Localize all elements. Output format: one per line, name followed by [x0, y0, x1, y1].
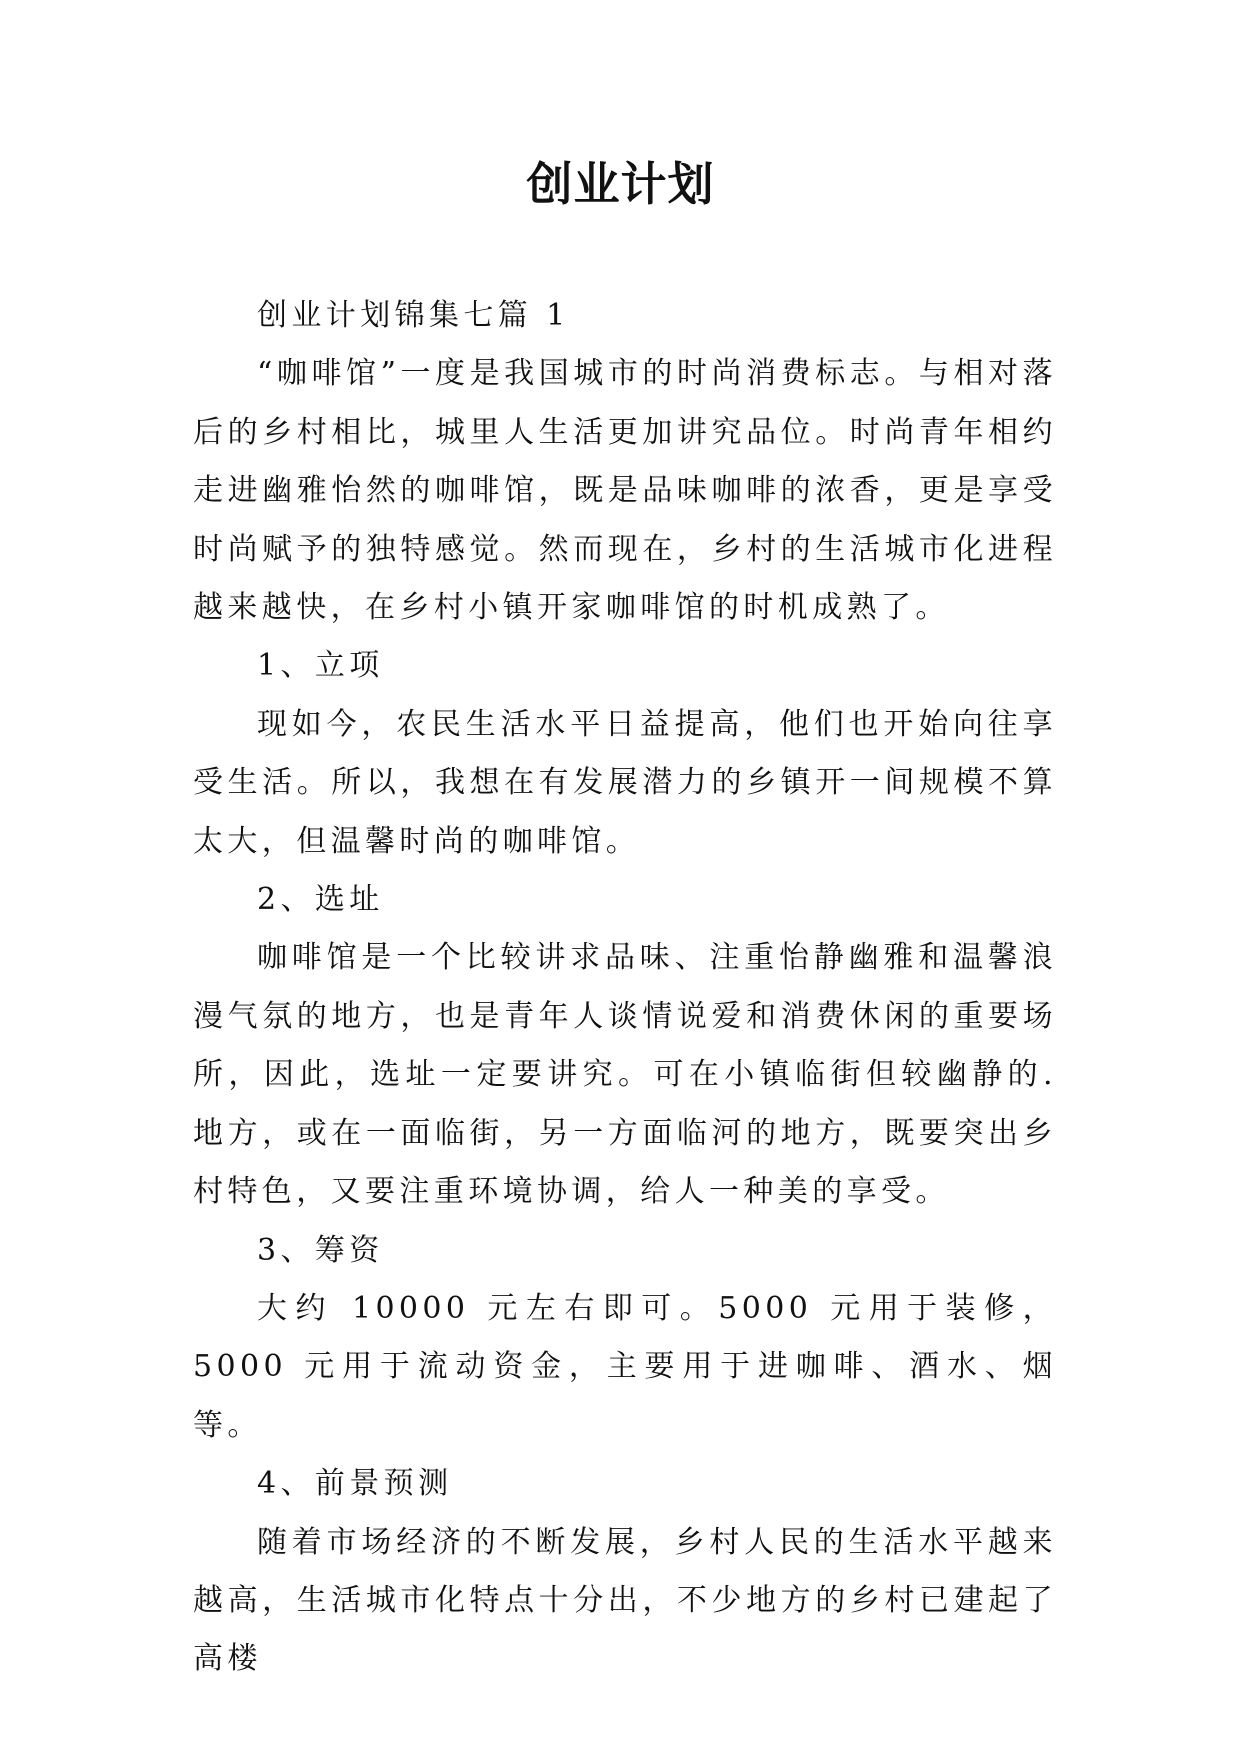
document-title: 创业计划 [526, 157, 715, 211]
heading-outlook: 4、前景预测 [257, 1466, 453, 1502]
section-heading: 创业计划锦集七篇 1 [257, 298, 570, 333]
heading-site-selection: 2、选址 [257, 882, 384, 918]
paragraph-site-selection: 咖啡馆是一个比较讲求品味、注重怡静幽雅和温馨浪漫气氛的地方，也是青年人谈情说爱和消费休闲的重要场所，因此，选址一定要讲究。可在小镇临街但较幽静的.地方，或在一面临街，另一方面临河的地方，既要突出乡村特色，又要注重环境协调，给人一种美的享受。 [193, 940, 1057, 1210]
paragraph-fundraising: 大约 10000 元左右即可。5000 元用于装修，5000 元用于流动资金，主要用于进咖啡、酒水、烟等。 [193, 1290, 1057, 1443]
heading-fundraising: 3、筹资 [257, 1232, 384, 1268]
paragraph-intro: “咖啡馆”一度是我国城市的时尚消费标志。与相对落后的乡村相比，城里人生活更加讲究品位。时尚青年相约走进幽雅怡然的咖啡馆，既是品味咖啡的浓香，更是享受时尚赋予的独特感觉。然而现在，乡村的生活城市化进程越来越快，在乡村小镇开家咖啡馆的时机成熟了。 [193, 356, 1057, 626]
paragraph-project-approval: 现如今，农民生活水平日益提高，他们也开始向往享受生活。所以，我想在有发展潜力的乡镇开一间规模不算太大，但温馨时尚的咖啡馆。 [193, 706, 1057, 859]
paragraph-outlook: 随着市场经济的不断发展，乡村人民的生活水平越来越高，生活城市化特点十分出，不少地方的乡村已建起了高楼 [193, 1524, 1057, 1677]
document-body [193, 287, 1057, 1689]
heading-project-approval: 1、立项 [257, 648, 384, 684]
